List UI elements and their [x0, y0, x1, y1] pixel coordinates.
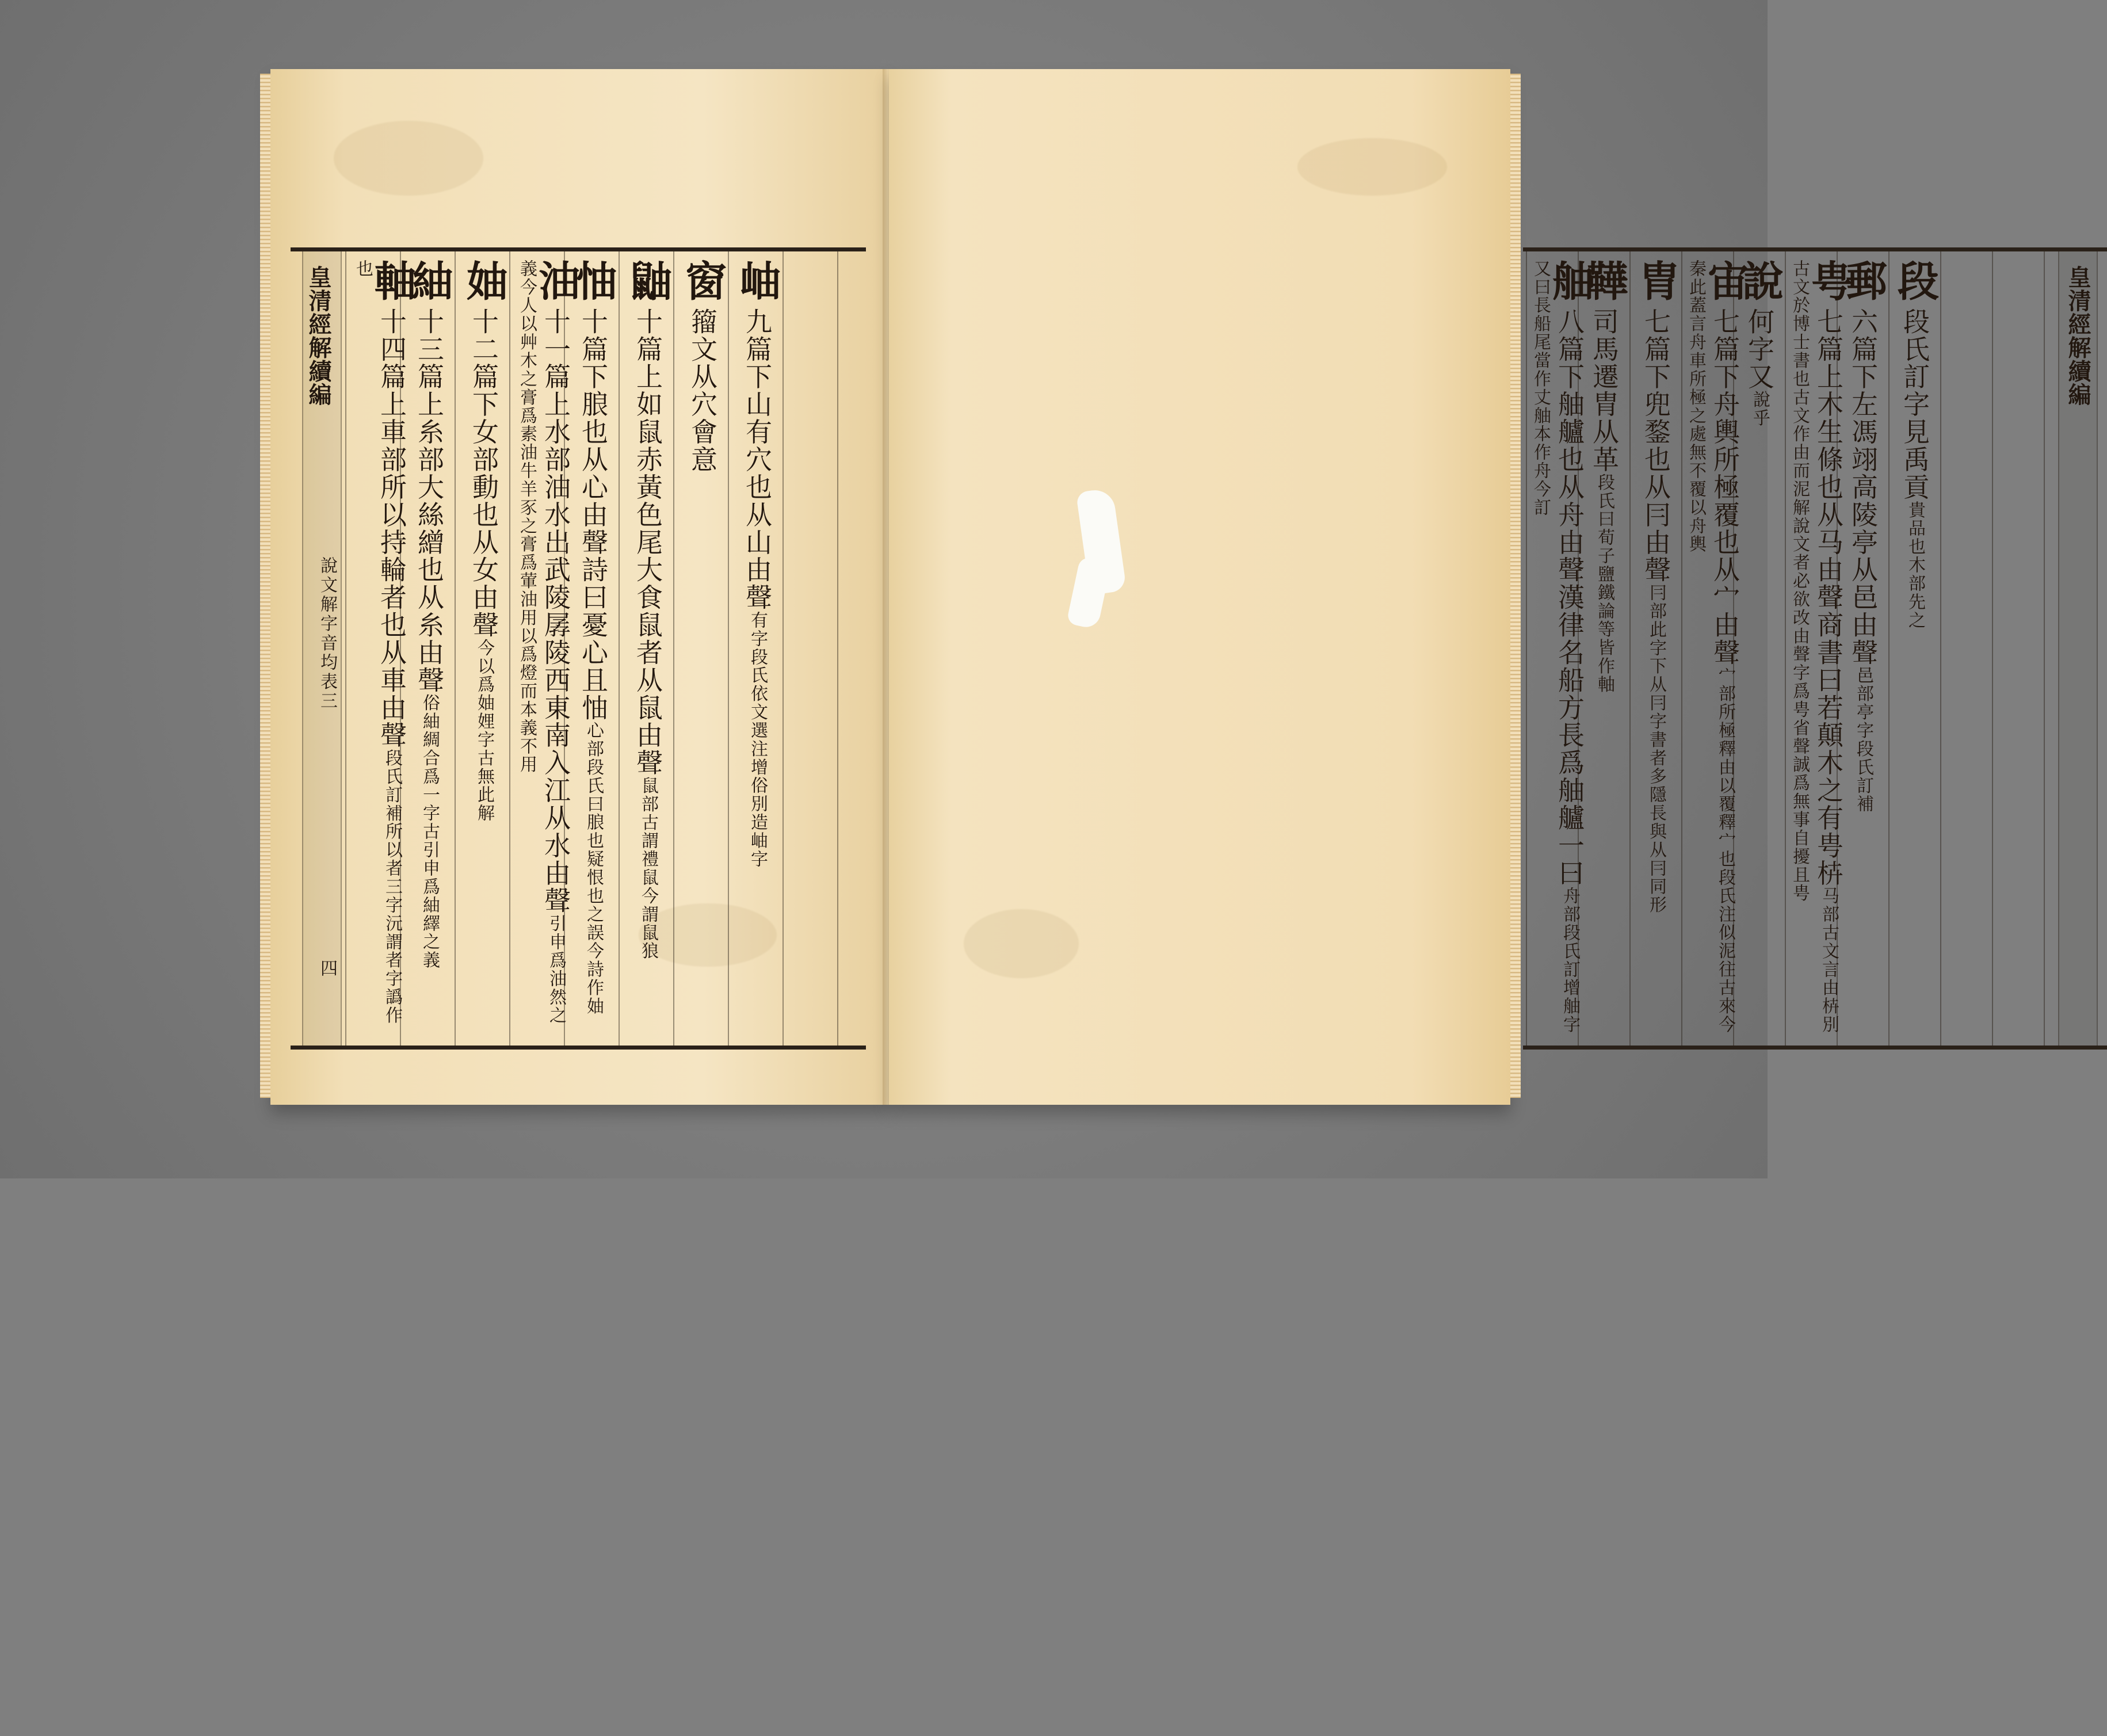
right-entry-note: 貴品也木部先之: [1905, 501, 1925, 629]
right-entry-note: 邑部亭字段氏訂補: [1853, 666, 1873, 814]
right-entry-text: 段氏訂字見禹貢: [1899, 307, 1930, 501]
right-entry-text: 七篇上木生條也从马由聲商書曰若顛木之有甹枿: [1813, 307, 1844, 887]
left-entry-note: 鼠部古謂禮鼠今謂鼠狼: [638, 776, 658, 960]
column-rule: [1785, 251, 1786, 1046]
paper-stain: [334, 121, 483, 196]
left-page: [270, 69, 889, 1105]
right-entry-8: [1891, 260, 1940, 1036]
column-rule: [837, 251, 838, 1046]
right-entry-4: [1686, 260, 1750, 1036]
left-spine-note: 說文解字音均表三: [317, 556, 337, 711]
left-text-frame: [291, 247, 866, 1050]
right-entry-head: 鞾: [1580, 260, 1629, 302]
right-entry-text: 七篇下舟輿所極覆也从宀由聲: [1709, 307, 1740, 666]
right-entry-text: 六篇下左馮翊高陵亭从邑由聲: [1848, 307, 1879, 666]
left-entry-head: 紬: [405, 260, 454, 302]
left-page-number: 四: [317, 959, 337, 979]
left-entry-head: 岫: [733, 260, 782, 302]
right-entry-head: 舳: [1545, 260, 1594, 302]
left-entry-text: 十篇上如鼠赤黃色尾大食鼠者从鼠由聲: [632, 307, 663, 777]
left-page-edge: [260, 74, 270, 1098]
right-entry-note: 說乎: [1750, 390, 1770, 428]
column-rule: [728, 251, 729, 1046]
column-rule: [1526, 251, 1527, 1046]
left-spine-title: 皇清經解續編: [305, 265, 332, 406]
left-entry-4: [517, 260, 581, 1036]
left-entry-text: 十四篇上車部所以持輪者也从車由聲: [376, 307, 407, 749]
right-entry-3: [1632, 260, 1681, 1036]
paper-stain: [1297, 138, 1447, 196]
right-entry-text: 司馬遷胄从革: [1589, 307, 1620, 474]
left-entry-note: 心部段氏曰朖也疑恨也之誤今詩作妯: [583, 721, 604, 1016]
column-rule: [1992, 251, 1993, 1046]
right-entry-head: 甹: [1804, 260, 1853, 302]
left-entry-1: [353, 260, 417, 1036]
left-entry-head: 鼬: [624, 260, 673, 302]
left-entry-text: 十三篇上糸部大絲繒也从糸由聲: [414, 307, 445, 694]
column-rule: [509, 251, 510, 1046]
left-entry-text: 籀文从穴會意: [687, 307, 718, 474]
column-rule: [455, 251, 456, 1046]
left-entry-note: 今以爲妯娌字古無此解: [474, 638, 494, 823]
left-entry-head: 軸: [368, 260, 417, 302]
column-rule: [1681, 251, 1682, 1046]
right-page: [889, 69, 2091, 1105]
right-entry-note: 冃部此字下从冃字書者多隱長與从冃同形: [1646, 583, 1666, 914]
right-spine-title: 皇清經解續編: [2064, 265, 2091, 406]
right-page-edge: [1510, 74, 1521, 1098]
left-entry-text: 十篇下朖也从心由聲詩曰憂心且怞: [578, 307, 609, 722]
right-entry-head: 宙: [1701, 260, 1750, 302]
right-entry-6: [1789, 260, 1853, 1036]
right-entry-1: [1530, 260, 1594, 1036]
right-text-frame: [1523, 247, 2107, 1050]
left-entry-head: 油: [532, 260, 581, 302]
left-entry-6: [624, 260, 673, 1036]
left-entry-note: 引申爲油然之義今人以艸木之膏爲素油牛羊豕之膏爲葷油用以爲燈而本義不用: [517, 260, 566, 1025]
left-entry-text: 十二篇下女部動也从女由聲: [468, 307, 499, 639]
right-entry-note: 段氏曰荀子鹽鐵論等皆作軸: [1594, 473, 1614, 694]
left-entry-8: [733, 260, 782, 1036]
column-rule: [673, 251, 674, 1046]
right-entry-note: 马部古文言由枿別古文於博士書也古文作由而泥解說文者必欲改由聲字爲甹省聲誠爲無事自擾且甹: [1789, 260, 1839, 1034]
left-entry-3: [460, 260, 509, 1036]
right-entry-text: 何字又: [1744, 307, 1775, 391]
left-entry-7: [678, 260, 727, 1036]
right-entry-7: [1839, 260, 1888, 1036]
left-entry-head: 妯: [460, 260, 509, 302]
left-entry-5: [569, 260, 618, 1036]
left-entry-note: 俗紬綢合爲一字古引申爲紬繹之義: [419, 693, 440, 970]
column-rule: [1940, 251, 1941, 1046]
right-entry-note: 舟部段氏訂增舳字又曰長船尾當作丈舳本作舟今訂: [1530, 260, 1580, 1034]
left-entry-text: 九篇下山有穴也从山由聲: [742, 307, 773, 612]
column-rule: [783, 251, 784, 1046]
right-entry-5: [1735, 260, 1784, 1036]
right-entry-head: 段: [1891, 260, 1940, 302]
left-entry-text: 十一篇上水部油水出武陵孱陵西東南入江从水由聲: [540, 307, 571, 915]
column-rule: [1888, 251, 1890, 1046]
column-rule: [619, 251, 620, 1046]
right-entry-head: 胄: [1632, 260, 1681, 302]
column-rule: [345, 251, 346, 1046]
column-rule: [1629, 251, 1631, 1046]
left-entry-note: 有字段氏依文選注增俗別造岫字: [747, 611, 768, 868]
paper-stain: [964, 909, 1079, 978]
left-entry-head: 窗: [678, 260, 727, 302]
right-entry-text: 八篇下舳艫也从舟由聲漢律名船方長爲舳艫一曰: [1554, 307, 1585, 887]
left-entry-2: [405, 260, 454, 1036]
left-entry-head: 怞: [569, 260, 618, 302]
right-entry-head: 郵: [1839, 260, 1888, 302]
right-entry-head: 說: [1735, 260, 1784, 302]
right-entry-note: 宀部所極釋由以覆釋宀也段氏注似泥往古來今秦此蓋言舟車所極之處無不覆以舟輿: [1686, 260, 1735, 1034]
left-entry-note: 段氏訂補所以者三字沅謂者字譌作也: [353, 260, 402, 1025]
column-rule: [2044, 251, 2045, 1046]
right-entry-2: [1580, 260, 1629, 1036]
right-entry-text: 七篇下兜鍪也从冃由聲: [1640, 307, 1671, 584]
open-book: [270, 69, 2091, 1116]
